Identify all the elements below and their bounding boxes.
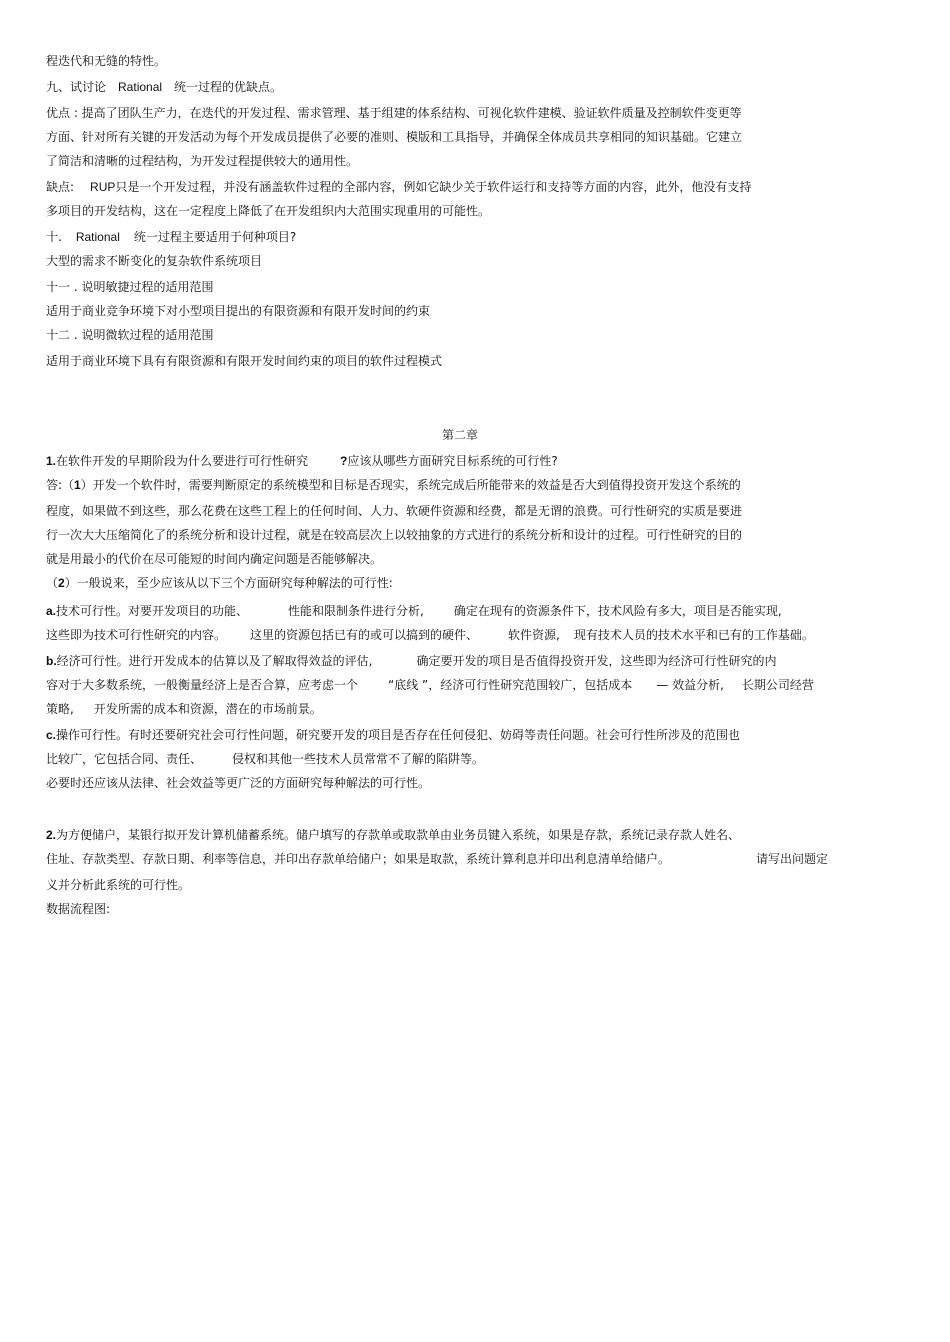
text-line: 比较广，它包括合同、责任、 侵权和其他一些技术人员常常不了解的陷阱等。 (46, 752, 485, 766)
text-line: 程度，如果做不到这些，那么花费在这些工程上的任何时间、人力、软硬件资源和经费，都是无谓的浪费。可行性研究的实质是要进 (46, 504, 743, 518)
item-b-economic: b.经济可行性。进行开发成本的估算以及了解取得效益的评估, 确定要开发的项目是否值得投资开发，这些即为经济可行性研究的内 (46, 654, 777, 668)
text-line: 必要时还应该从法律、社会效益等更广泛的方面研究每种解法的可行性。 (46, 776, 431, 790)
text-line: 了简洁和清晰的过程结构，为开发过程提供较大的通用性。 (46, 154, 359, 168)
text-line: （2）一般说来，至少应该从以下三个方面研究每种解法的可行性: (46, 576, 393, 590)
text-line: 行一次大大压缩简化了的系统分析和设计过程，就是在较高层次上以较抽象的方式进行的系统分析和设计的过程。可行性研究的目的 (46, 528, 743, 542)
text-line: 义并分析此系统的可行性。 (46, 878, 191, 892)
text-line: 多项目的开发结构，这在一定程度上降低了在开发组织内大范围实现重用的可能性。 (46, 204, 491, 218)
text-line: 程迭代和无缝的特性。 (46, 54, 167, 68)
item-a-technical: a.技术可行性。对要开发项目的功能、 性能和限制条件进行分析, 确定在现有的资源条件下，技术风险有多大，项目是否能实现, (46, 604, 782, 618)
text-line: 就是用最小的代价在尽可能短的时间内确定问题是否能够解决。 (46, 552, 383, 566)
text-line: 缺点: RUP只是一个开发过程，并没有涵盖软件过程的全部内容，例如它缺少关于软件运行和支持等方面的内容，此外，他没有支持 (46, 180, 752, 194)
text-line: 适用于商业环境下具有有限资源和有限开发时间约束的项目的软件过程模式 (46, 354, 443, 368)
question-9-heading: 九、试讨论 Rational 统一过程的优缺点。 (46, 80, 283, 94)
text-line: 容对于大多数系统，一般衡量经济上是否合算，应考虑一个 “底线 ”，经济可行性研究范围较广，包括成本 — 效益分析, 长期公司经营 (46, 678, 814, 692)
text-line: 策略, 开发所需的成本和资源，潜在的市场前景。 (46, 702, 322, 716)
item-c-operational: c.操作可行性。有时还要研究社会可行性问题，研究要开发的项目是否存在任何侵犯、妨碍等责任问题。社会可行性所涉及的范围也 (46, 728, 741, 742)
text-line: 适用于商业竞争环境下对小型项目提出的有限资源和有限开发时间的约束 (46, 304, 431, 318)
text-line: 住址、存款类型、存款日期、利率等信息，并印出存款单给储户；如果是取款，系统计算利息并印出利息清单给储户。 请写出问题定 (46, 852, 829, 866)
question-2-heading: 2.为方便储户，某银行拟开发计算机储蓄系统。储户填写的存款单或取款单由业务员键入系统，如果是存款，系统记录存款人姓名、 (46, 828, 741, 842)
text-line: 大型的需求不断变化的复杂软件系统项目 (46, 254, 263, 268)
data-flow-diagram-label: 数据流程图: (46, 902, 111, 916)
text-line: 这些即为技术可行性研究的内容。 这里的资源包括已有的或可以搞到的硬件、 软件资源, 现有技术人员的技术水平和已有的工作基础。 (46, 628, 814, 642)
chapter-title: 第二章 (442, 428, 479, 442)
text-line: 答:（1）开发一个软件时，需要判断原定的系统模型和目标是否现实，系统完成后所能带来的效益是否大到值得投资开发这个系统的 (46, 478, 741, 492)
question-11-heading: 十一 . 说明敏捷过程的适用范围 (46, 280, 214, 294)
question-1-heading: 1.在软件开发的早期阶段为什么要进行可行性研究 ?应该从哪些方面研究目标系统的可行性? (46, 454, 558, 468)
question-12-heading: 十二 . 说明微软过程的适用范围 (46, 328, 214, 342)
text-line: 方面、针对所有关键的开发活动为每个开发成员提供了必要的准则、模版和工具指导，并确保全体成员共享相同的知识基础。它建立 (46, 130, 743, 144)
text-line: 优点 : 提高了团队生产力，在迭代的开发过程、需求管理、基于组建的体系结构、可视化软件建模、验证软件质量及控制软件变更等 (46, 106, 742, 120)
question-10-heading: 十. Rational 统一过程主要适用于何种项目? (46, 230, 297, 244)
